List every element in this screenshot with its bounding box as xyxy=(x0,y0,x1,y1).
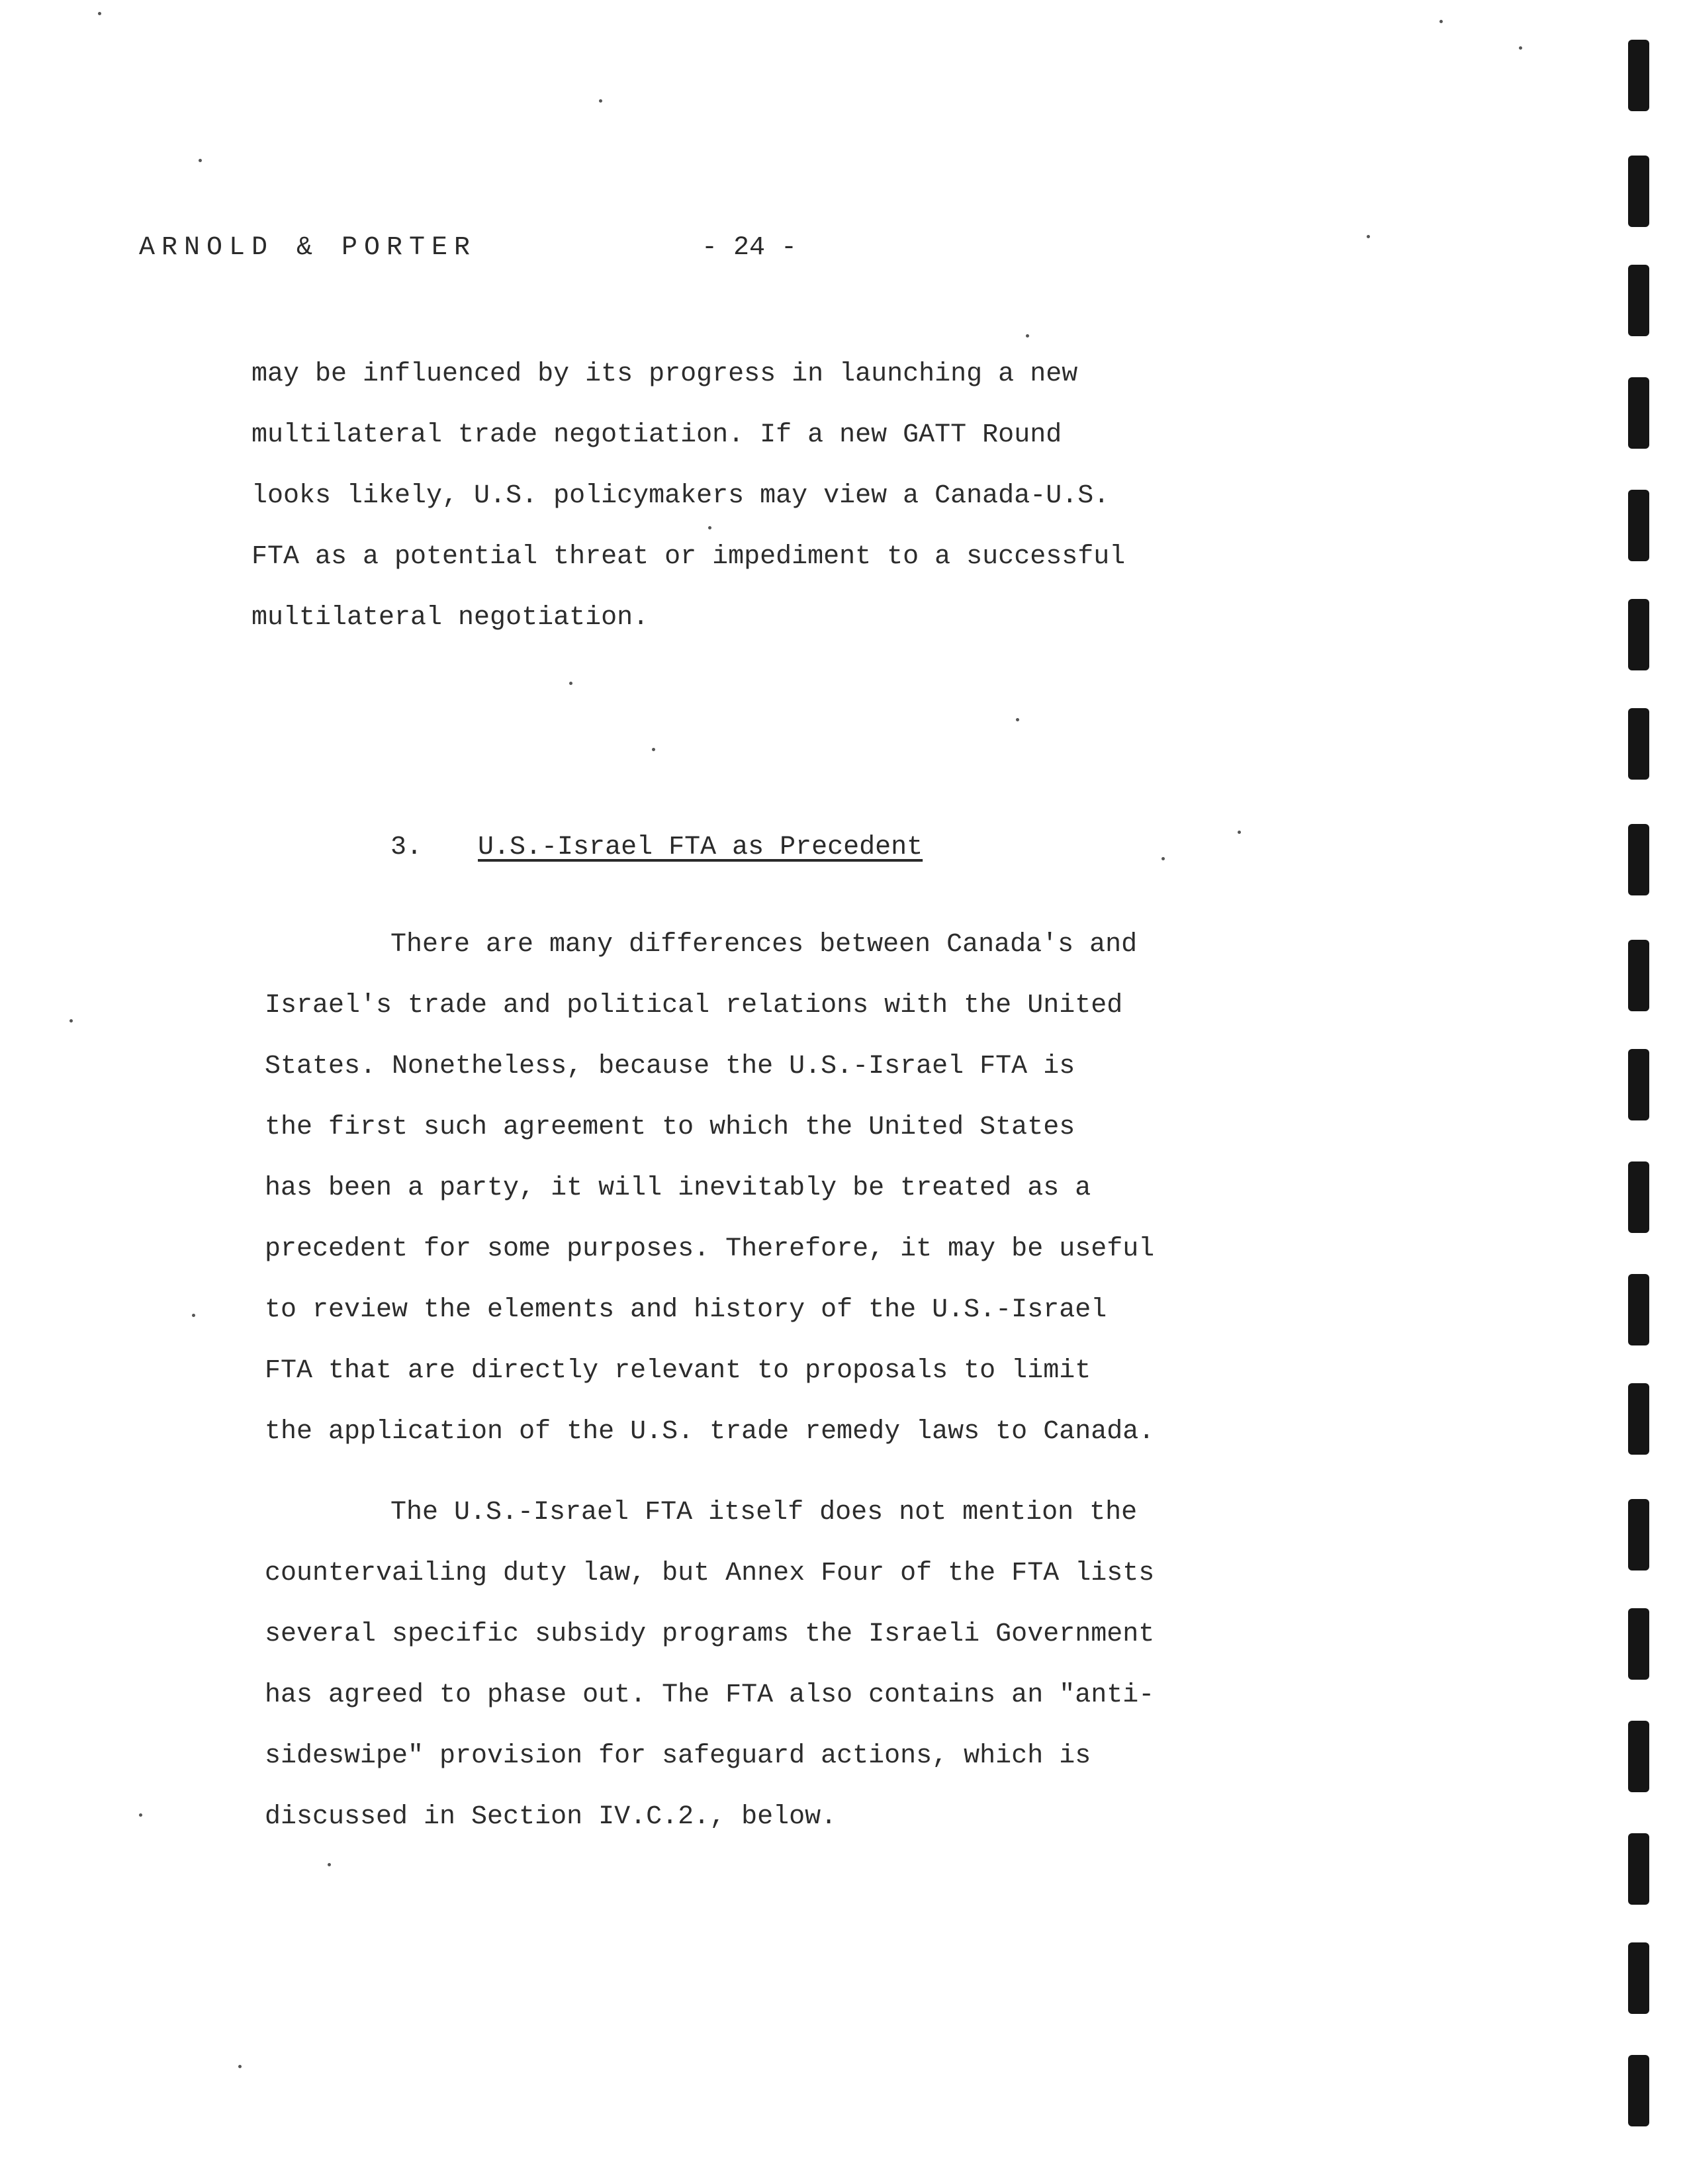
edge-mark xyxy=(1628,599,1649,670)
text-line: the first such agreement to which the United States xyxy=(265,1113,1075,1142)
scan-speck xyxy=(1367,235,1370,238)
text-line: Israel's trade and political relations with the United xyxy=(265,991,1123,1021)
paragraph-continuation xyxy=(251,344,1125,649)
page-number: - 24 - xyxy=(702,233,797,263)
firm-header: ARNOLD & PORTER xyxy=(139,233,477,263)
scan-speck xyxy=(1026,334,1029,338)
edge-mark xyxy=(1628,40,1649,111)
text-line: has agreed to phase out. The FTA also contains an "anti- xyxy=(265,1680,1155,1710)
scan-speck xyxy=(69,1019,73,1023)
edge-mark xyxy=(1628,1499,1649,1570)
section-number: 3. xyxy=(390,833,423,862)
text-line: multilateral negotiation. xyxy=(251,603,649,633)
text-line: has been a party, it will inevitably be treated as a xyxy=(265,1173,1091,1203)
scan-edge-marks xyxy=(1628,0,1655,2184)
section-heading xyxy=(390,833,923,862)
scan-speck xyxy=(199,159,202,162)
edge-mark xyxy=(1628,1383,1649,1455)
text-line: The U.S.-Israel FTA itself does not mention the xyxy=(390,1498,1138,1527)
scan-speck xyxy=(1161,857,1165,860)
edge-mark xyxy=(1628,2055,1649,2126)
scan-speck xyxy=(1238,831,1241,834)
text-line: FTA that are directly relevant to proposals to limit xyxy=(265,1356,1091,1386)
edge-mark xyxy=(1628,824,1649,895)
text-line: several specific subsidy programs the Israeli Government xyxy=(265,1619,1155,1649)
edge-mark xyxy=(1628,1942,1649,2014)
edge-mark xyxy=(1628,1161,1649,1233)
text-line: FTA as a potential threat or impediment to a successful xyxy=(251,542,1126,572)
text-line: There are many differences between Canada's and xyxy=(390,930,1138,960)
paragraph-differences xyxy=(265,915,1154,1463)
scan-speck xyxy=(98,12,101,15)
edge-mark xyxy=(1628,940,1649,1011)
edge-mark xyxy=(1628,1608,1649,1680)
edge-mark xyxy=(1628,1833,1649,1905)
text-line: discussed in Section IV.C.2., below. xyxy=(265,1802,837,1832)
scan-speck xyxy=(569,682,572,685)
text-line: precedent for some purposes. Therefore, it may be useful xyxy=(265,1234,1155,1264)
scan-speck xyxy=(708,526,711,529)
text-line: the application of the U.S. trade remedy laws to Canada. xyxy=(265,1417,1155,1447)
section-title: U.S.-Israel FTA as Precedent xyxy=(478,833,923,862)
text-line: to review the elements and history of the U.S.-Israel xyxy=(265,1295,1107,1325)
scan-speck xyxy=(1439,20,1443,23)
edge-mark xyxy=(1628,377,1649,449)
scan-speck xyxy=(652,748,655,751)
edge-mark xyxy=(1628,1721,1649,1792)
text-line: countervailing duty law, but Annex Four of the FTA lists xyxy=(265,1559,1155,1588)
edge-mark xyxy=(1628,156,1649,227)
edge-mark xyxy=(1628,1049,1649,1120)
text-line: looks likely, U.S. policymakers may view a Canada-U.S. xyxy=(251,481,1110,511)
edge-mark xyxy=(1628,490,1649,561)
text-line: sideswipe" provision for safeguard actions, which is xyxy=(265,1741,1091,1771)
text-line: may be influenced by its progress in launching a new xyxy=(251,359,1078,389)
scan-speck xyxy=(1519,46,1522,50)
scan-speck xyxy=(328,1863,331,1866)
scan-speck xyxy=(192,1314,195,1317)
edge-mark xyxy=(1628,708,1649,780)
edge-mark xyxy=(1628,1274,1649,1345)
scan-speck xyxy=(238,2065,242,2068)
scan-speck xyxy=(139,1813,142,1817)
text-line: States. Nonetheless, because the U.S.-Israel FTA is xyxy=(265,1052,1075,1081)
paragraph-annex xyxy=(265,1482,1154,1848)
edge-mark xyxy=(1628,265,1649,336)
scan-speck xyxy=(599,99,602,103)
scan-speck xyxy=(1016,718,1019,721)
text-line: multilateral trade negotiation. If a new GATT Round xyxy=(251,420,1062,450)
